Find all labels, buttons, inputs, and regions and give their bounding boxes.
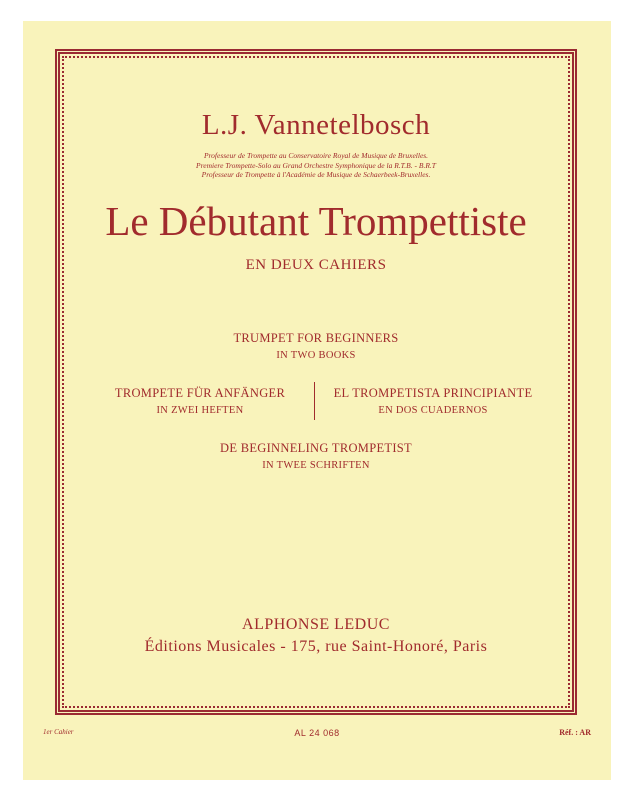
spanish-title-block bbox=[317, 384, 549, 420]
volume-label: 1er Cahier bbox=[43, 728, 74, 736]
publisher-address: Éditions Musicales - 175, rue Saint-Honoré, Paris bbox=[144, 638, 488, 655]
credential-line: Professeur de Trompette au Conservatoire Royal de Musique de Bruxelles. bbox=[203, 151, 429, 160]
english-subtitle: IN TWO BOOKS bbox=[276, 350, 356, 361]
author-credentials bbox=[55, 151, 577, 180]
work-title: Le Débutant Trompettiste bbox=[105, 198, 527, 244]
publisher-name: ALPHONSE LEDUC bbox=[242, 616, 390, 633]
cover-content bbox=[55, 49, 577, 715]
catalog-number: AL 24 068 bbox=[294, 728, 340, 738]
english-title-block bbox=[55, 329, 577, 365]
author-name: L.J. Vannetelbosch bbox=[201, 109, 431, 141]
dutch-title-block bbox=[55, 439, 577, 475]
german-title-block bbox=[95, 384, 305, 420]
spanish-subtitle: EN DOS CUADERNOS bbox=[378, 405, 488, 416]
english-title: TRUMPET FOR BEGINNERS bbox=[233, 331, 399, 345]
spanish-title: EL TROMPETISTA PRINCIPIANTE bbox=[333, 386, 533, 400]
german-title: TROMPETE FÜR ANFÄNGER bbox=[114, 386, 286, 400]
score-cover-page bbox=[23, 21, 611, 780]
german-subtitle: IN ZWEI HEFTEN bbox=[156, 405, 244, 416]
credential-line: Premiere Trompette-Solo au Grand Orchestre Symphonique de la R.T.B. - B.R.T bbox=[196, 160, 436, 170]
language-divider bbox=[314, 382, 315, 420]
publisher-block bbox=[55, 614, 577, 658]
credential-line: Professeur de Trompette à l'Académie de Musique de Schaerbeek-Bruxelles. bbox=[201, 170, 431, 179]
work-subtitle: EN DEUX CAHIERS bbox=[245, 257, 387, 273]
dutch-title: DE BEGINNELING TROMPETIST bbox=[220, 441, 412, 455]
dutch-subtitle: IN TWEE SCHRIFTEN bbox=[262, 460, 370, 471]
reference-code: Réf. : AR bbox=[559, 728, 591, 737]
